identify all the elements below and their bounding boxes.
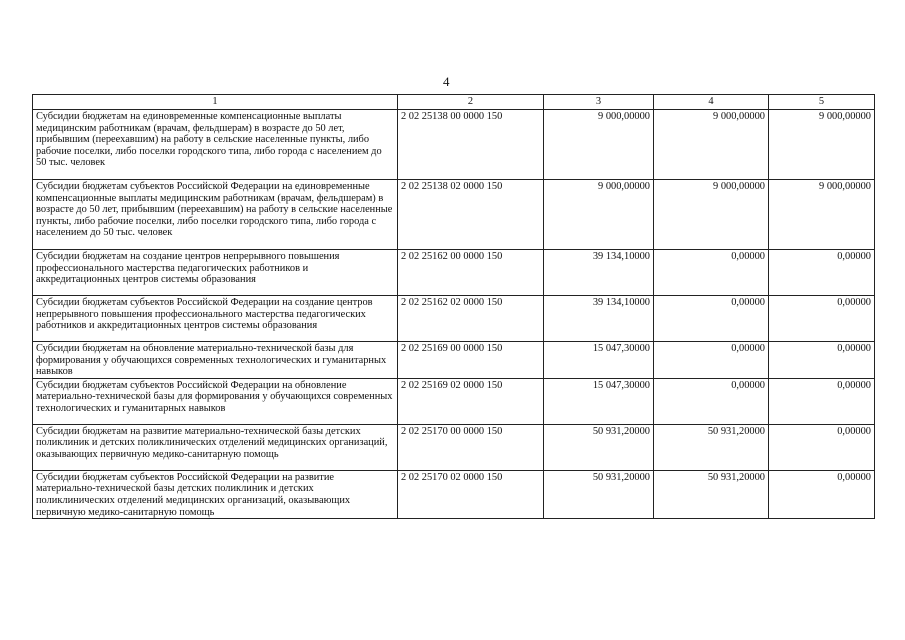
description-cell: Субсидии бюджетам субъектов Российской Федерации на создание центров непрерывного повышения профессионального мастерства педагогических работников и аккредитационных центров системы образования <box>33 296 398 342</box>
header-row <box>33 95 875 110</box>
column-header: 1 <box>33 95 398 110</box>
amount-cell: 0,00000 <box>769 250 875 296</box>
table-row <box>33 342 875 379</box>
description-cell: Субсидии бюджетам субъектов Российской Федерации на развитие материально-технической базы детских поликлиник и детских поликлинических отделений медицинских организаций, оказывающих первичную медико-санитарную помощь <box>33 470 398 518</box>
amount-cell: 0,00000 <box>769 424 875 470</box>
amount-cell: 50 931,20000 <box>544 470 654 518</box>
amount-cell: 50 931,20000 <box>544 424 654 470</box>
budget-code-cell: 2 02 25138 00 0000 150 <box>398 110 544 180</box>
amount-cell: 0,00000 <box>654 250 769 296</box>
amount-cell: 0,00000 <box>769 378 875 424</box>
description-cell: Субсидии бюджетам на обновление материально-технической базы для формирования у обучающихся современных технологических и гуманитарных навыков <box>33 342 398 379</box>
budget-code-cell: 2 02 25170 00 0000 150 <box>398 424 544 470</box>
budget-code-cell: 2 02 25169 00 0000 150 <box>398 342 544 379</box>
budget-table <box>32 94 875 519</box>
budget-code-cell: 2 02 25162 02 0000 150 <box>398 296 544 342</box>
table-row <box>33 378 875 424</box>
amount-cell: 39 134,10000 <box>544 296 654 342</box>
amount-cell: 0,00000 <box>654 296 769 342</box>
amount-cell: 50 931,20000 <box>654 424 769 470</box>
description-cell: Субсидии бюджетам на единовременные компенсационные выплаты медицинским работникам (врачам, фельдшерам) в возрасте до 50 лет, прибывшим (переехавшим) на работу в сельские населенные пункты, либо рабочие поселки, либо поселки городского типа, либо города с населением до 50 тыс. человек <box>33 110 398 180</box>
budget-code-cell: 2 02 25169 02 0000 150 <box>398 378 544 424</box>
amount-cell: 9 000,00000 <box>769 110 875 180</box>
amount-cell: 9 000,00000 <box>654 110 769 180</box>
amount-cell: 15 047,30000 <box>544 342 654 379</box>
amount-cell: 15 047,30000 <box>544 378 654 424</box>
column-header: 2 <box>398 95 544 110</box>
amount-cell: 0,00000 <box>654 378 769 424</box>
table-row <box>33 296 875 342</box>
column-header: 5 <box>769 95 875 110</box>
amount-cell: 9 000,00000 <box>769 180 875 250</box>
amount-cell: 39 134,10000 <box>544 250 654 296</box>
description-cell: Субсидии бюджетам на развитие материально-технической базы детских поликлиник и детских поликлинических отделений медицинских организаций, оказывающих первичную медико-санитарную помощь <box>33 424 398 470</box>
amount-cell: 0,00000 <box>769 470 875 518</box>
table-row <box>33 250 875 296</box>
description-cell: Субсидии бюджетам субъектов Российской Федерации на единовременные компенсационные выплаты медицинским работникам (врачам, фельдшерам) в возрасте до 50 лет, прибывшим (переехавшим) на работу в сельские населенные пункты, либо рабочие поселки, либо поселки городского типа, либо города с населением до 50 тыс. человек <box>33 180 398 250</box>
amount-cell: 0,00000 <box>769 342 875 379</box>
amount-cell: 50 931,20000 <box>654 470 769 518</box>
table-row <box>33 110 875 180</box>
table-row <box>33 180 875 250</box>
page-number: 4 <box>443 74 450 89</box>
column-header: 3 <box>544 95 654 110</box>
budget-code-cell: 2 02 25162 00 0000 150 <box>398 250 544 296</box>
amount-cell: 9 000,00000 <box>544 110 654 180</box>
amount-cell: 0,00000 <box>654 342 769 379</box>
table-row <box>33 470 875 518</box>
table-row <box>33 424 875 470</box>
description-cell: Субсидии бюджетам на создание центров непрерывного повышения профессионального мастерства педагогических работников и аккредитационных центров системы образования <box>33 250 398 296</box>
budget-code-cell: 2 02 25170 02 0000 150 <box>398 470 544 518</box>
amount-cell: 9 000,00000 <box>654 180 769 250</box>
amount-cell: 0,00000 <box>769 296 875 342</box>
column-header: 4 <box>654 95 769 110</box>
amount-cell: 9 000,00000 <box>544 180 654 250</box>
description-cell: Субсидии бюджетам субъектов Российской Федерации на обновление материально-технической базы для формирования у обучающихся современных технологических и гуманитарных навыков <box>33 378 398 424</box>
budget-code-cell: 2 02 25138 02 0000 150 <box>398 180 544 250</box>
